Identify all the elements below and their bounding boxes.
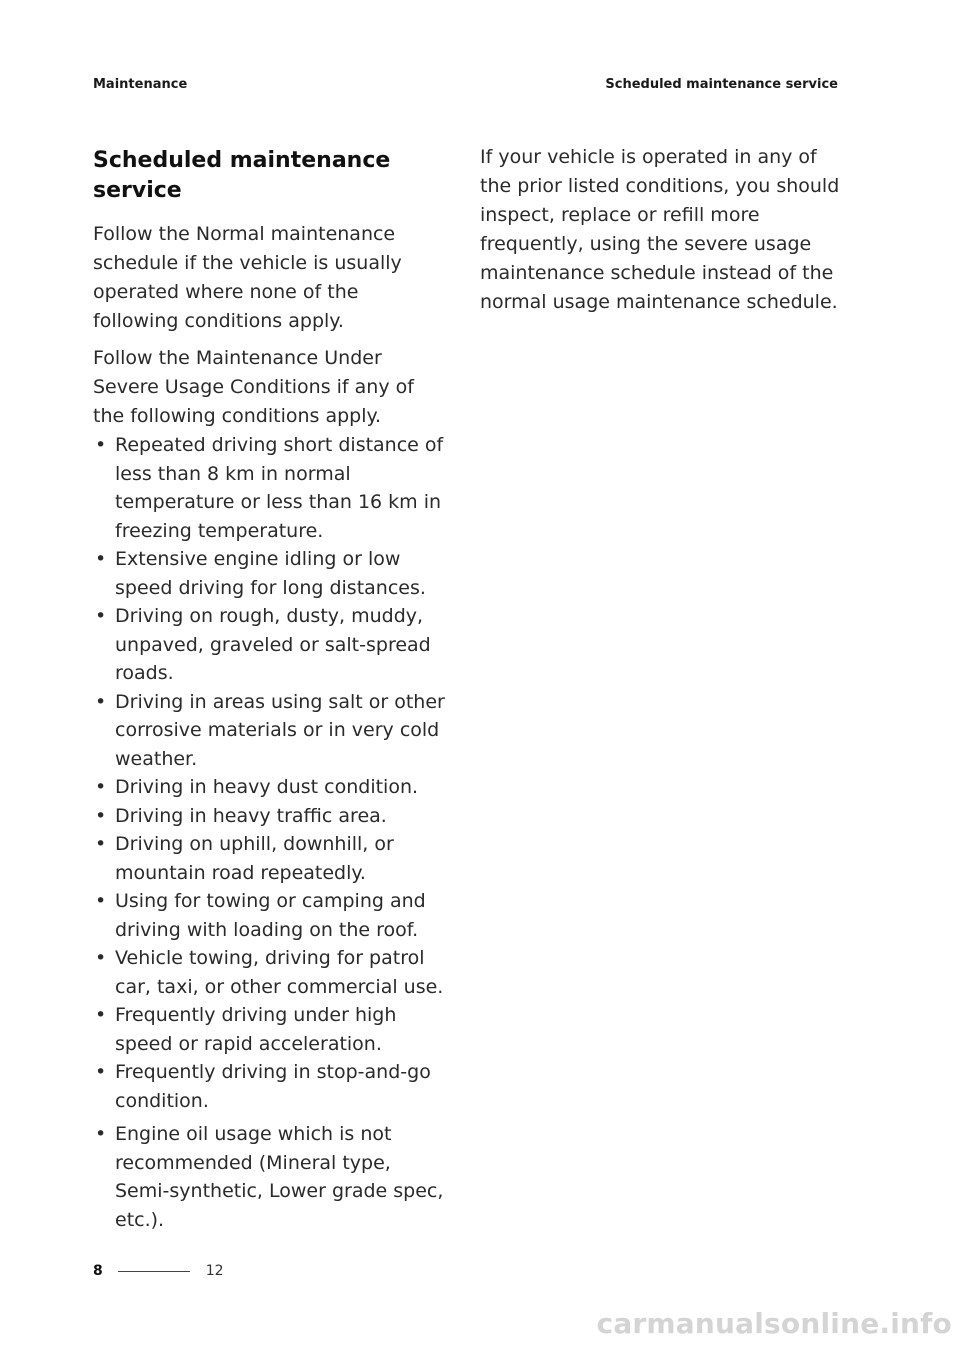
list-item [93,1058,449,1115]
bullet-icon: • [95,605,107,627]
list-item-text: Using for towing or camping and driving with loading on the roof. [115,890,426,941]
page-footer [93,1263,224,1279]
running-header-topic: Scheduled maintenance service [605,77,838,92]
list-item [93,944,449,1001]
bullet-icon: • [95,690,107,713]
page-title: Scheduled maintenance service [93,148,391,203]
severe-usage-advice-paragraph: If your vehicle is operated in any of the prior listed conditions, you should inspect, replace or refill more frequently, using the severe usage maintenance schedule instead of the normal usage maintenance schedule. [480,146,840,313]
list-item-text: Driving in heavy dust condition. [115,776,419,798]
chapter-number: 8 [93,1263,103,1279]
bullet-icon: • [95,1123,107,1145]
list-item-text: Repeated driving short distance of less than 8 km in normal temperature or less than 16 km in freezing temperature. [115,434,444,542]
bullet-icon: • [95,776,107,798]
normal-schedule-paragraph: Follow the Normal maintenance schedule if the vehicle is usually operated where none of the following conditions apply. [93,223,402,332]
left-column [93,146,449,1234]
list-item-text: Extensive engine idling or low speed driving for long distances. [115,548,426,599]
list-item [93,773,449,802]
list-item [93,887,449,944]
list-item-text: Frequently driving in stop-and-go condition. [115,1061,431,1112]
list-item [93,431,449,545]
running-header-section: Maintenance [93,77,188,92]
list-item-text: Frequently driving under high speed or rapid acceleration. [115,1004,397,1055]
bullet-icon: • [95,947,107,969]
severe-schedule-paragraph: Follow the Maintenance Under Severe Usage Conditions if any of the following conditions apply. [93,347,414,427]
list-item-text: Driving in heavy traffic area. [115,804,387,827]
bullet-icon: • [95,833,107,855]
list-item-text: Driving on uphill, downhill, or mountain road repeatedly. [115,833,394,884]
right-column [480,146,840,317]
page-number: 12 [205,1263,224,1279]
list-item [93,1001,449,1058]
conditions-list [93,431,449,1234]
bullet-icon: • [95,548,107,570]
watermark: carmanualsonline.info [596,1307,952,1340]
list-item-text: Driving in areas using salt or other corrosive materials or in very cold weather. [115,690,445,770]
bullet-icon: • [95,804,107,827]
list-item [93,802,449,831]
list-item [93,545,449,602]
footer-divider [118,1271,190,1272]
bullet-icon: • [95,1004,107,1026]
bullet-icon: • [95,890,107,912]
list-item [93,688,449,774]
bullet-icon: • [95,434,107,456]
list-item [93,602,449,688]
list-item [93,1120,449,1234]
list-item-text: Vehicle towing, driving for patrol car, taxi, or other commercial use. [115,947,444,998]
list-item-text: Engine oil usage which is not recommended (Mineral type, Semi-synthetic, Lower grade spec, etc.). [115,1123,444,1231]
bullet-icon: • [95,1061,107,1083]
list-item-text: Driving on rough, dusty, muddy, unpaved, graveled or salt-spread roads. [115,605,431,684]
list-item [93,830,449,887]
